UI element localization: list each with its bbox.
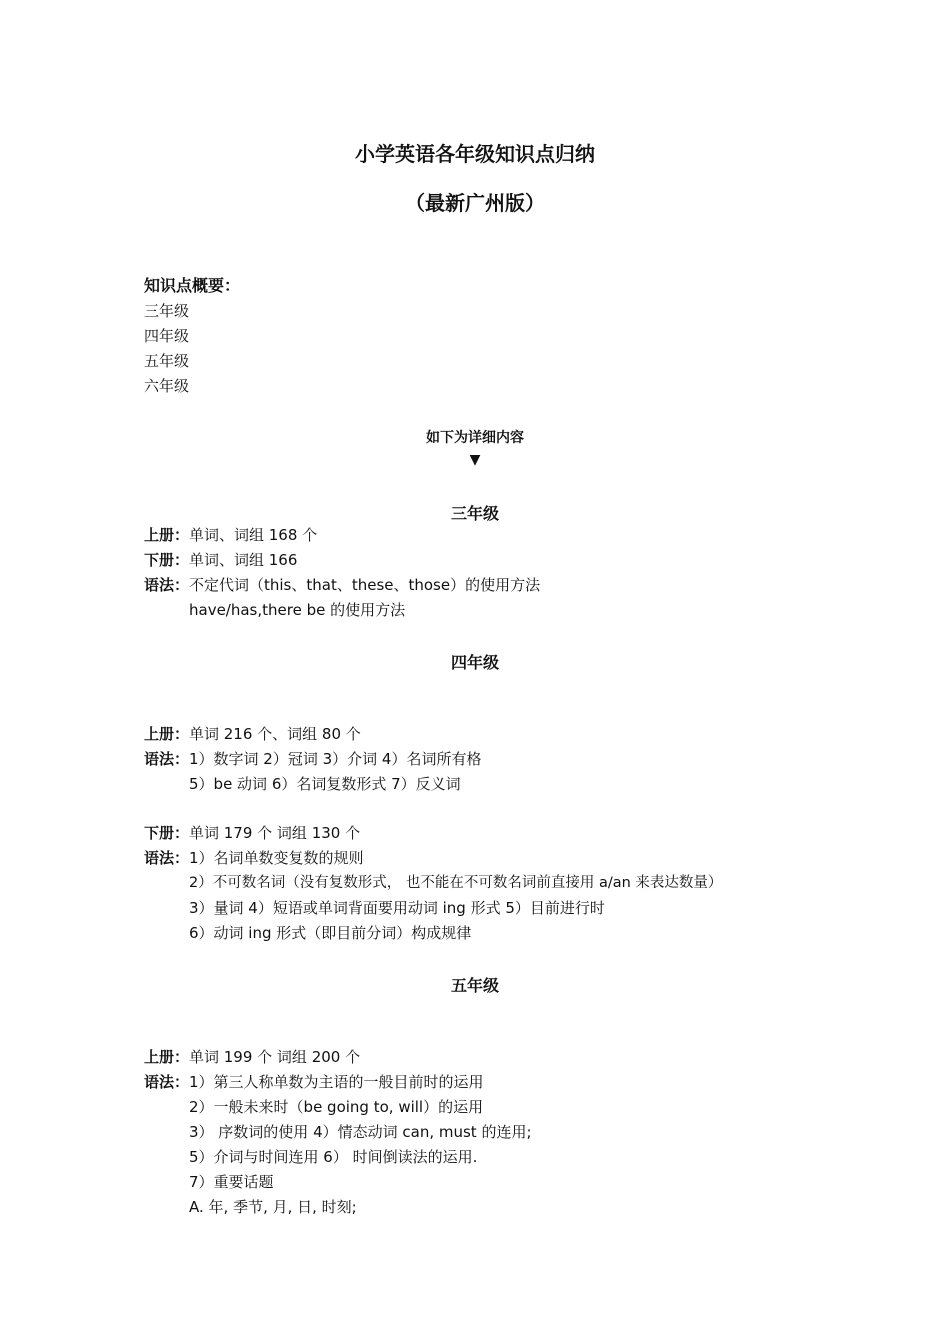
grade3-lower-text: 单词、词组 166 xyxy=(189,551,298,569)
grade3-heading: 三年级 xyxy=(450,504,499,523)
grade4-grammar2-line: 6）动词 ing 形式（即目前分词）构成规律 xyxy=(189,924,472,942)
grade3-grammar-line: 不定代词（this、that、these、those）的使用方法 xyxy=(189,576,541,594)
summary-item-grade4: 四年级 xyxy=(144,327,190,345)
grade4-grammar2-label: 语法： xyxy=(144,849,190,867)
grade4-grammar1-line: 1）数字词 2）冠词 3）介词 4）名词所有格 xyxy=(189,750,482,768)
grade5-upper-label: 上册： xyxy=(144,1048,190,1066)
grade4-upper-label: 上册： xyxy=(144,725,190,743)
grade4-heading: 四年级 xyxy=(450,653,499,672)
grade3-upper-label: 上册： xyxy=(144,526,190,544)
grade5-grammar-line: 5）介词与时间连用 6） 时间倒读法的运用. xyxy=(189,1148,478,1166)
grade3-grammar-label: 语法： xyxy=(144,576,190,594)
summary-item-grade6: 六年级 xyxy=(144,377,190,395)
detail-note: 如下为详细内容 xyxy=(426,430,524,446)
grade4-upper-text: 单词 216 个、词组 80 个 xyxy=(189,725,361,743)
grade5-grammar-line: 3） 序数词的使用 4）情态动词 can, must 的连用; xyxy=(189,1123,532,1141)
summary-item-grade5: 五年级 xyxy=(144,352,190,370)
grade5-grammar-label: 语法： xyxy=(144,1073,190,1091)
grade4-grammar1-label: 语法： xyxy=(144,750,190,768)
grade5-grammar-line: A. 年, 季节, 月, 日, 时刻; xyxy=(189,1198,357,1216)
grade3-lower-label: 下册： xyxy=(144,551,190,569)
grade3-grammar-line: have/has,there be 的使用方法 xyxy=(189,601,406,619)
grade5-grammar-line: 2）一般未来时（be going to, will）的运用 xyxy=(189,1098,484,1116)
grade5-grammar-line: 1）第三人称单数为主语的一般目前时的运用 xyxy=(189,1073,484,1091)
grade4-lower-text: 单词 179 个 词组 130 个 xyxy=(189,824,361,842)
down-arrow-icon: ▼ xyxy=(469,452,481,468)
grade3-upper-text: 单词、词组 168 个 xyxy=(189,526,318,544)
grade4-grammar2-line: 1）名词单数变复数的规则 xyxy=(189,849,364,867)
grade5-grammar-line: 7）重要话题 xyxy=(189,1173,274,1191)
grade4-grammar1-line: 5）be 动词 6）名词复数形式 7）反义词 xyxy=(189,775,461,793)
grade5-heading: 五年级 xyxy=(450,976,499,995)
grade4-grammar2-line: 2）不可数名词（没有复数形式， 也不能在不可数名词前直接用 a/an 来表达数量） xyxy=(189,875,723,891)
document-subtitle: （最新广州版） xyxy=(405,191,545,215)
document-title: 小学英语各年级知识点归纳 xyxy=(355,142,595,166)
summary-heading: 知识点概要： xyxy=(144,276,241,295)
grade4-lower-label: 下册： xyxy=(144,824,190,842)
grade4-grammar2-line: 3）量词 4）短语或单词背面要用动词 ing 形式 5）目前进行时 xyxy=(189,899,605,917)
summary-item-grade3: 三年级 xyxy=(144,302,190,320)
grade5-upper-text: 单词 199 个 词组 200 个 xyxy=(189,1048,361,1066)
